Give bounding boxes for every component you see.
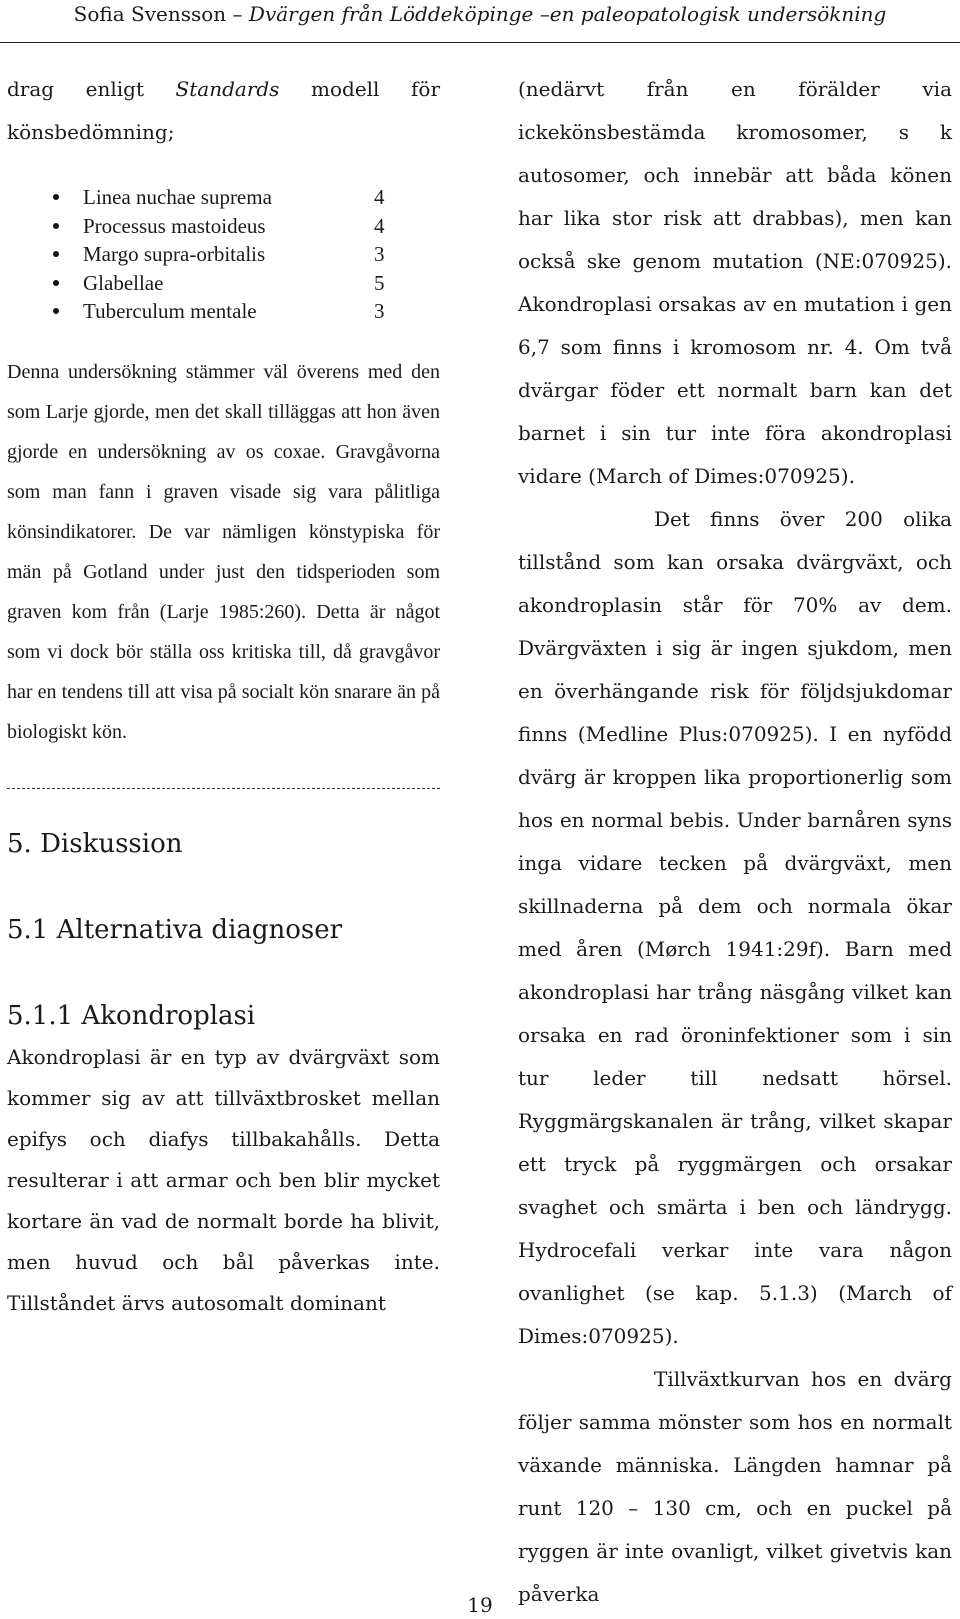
list-item: Glabellae 5	[7, 269, 440, 298]
bullet-icon	[53, 280, 59, 286]
growth-paragraph: Tillväxtkurvan hos en dvärg följer samma mönster som hos en normalt växande människa. Längden hamnar på runt 120 – 130 cm, och en puckel på ryggen är inte ovanligt, vilket givetvis kan påverka	[518, 1367, 952, 1606]
header-title: Dvärgen från Löddeköpinge –en paleopatologisk undersökning	[248, 2, 887, 26]
dwarfism-paragraph: Det finns över 200 olika tillstånd som kan orsaka dvärgväxt, och akondroplasin står för 70% av dem. Dvärgväxten i sig är ingen sjukdom, men en överhängande risk för följdsjukdomar finns (Medline Plus:070925). I en nyfödd dvärg är kroppen lika proportionerlig som hos en normal bebis. Under barnåren syns inga vidare tecken på dvärgväxt, men skillnaderna på dem och normala ökar med åren (Mørch 1941:29f). Barn med akondroplasi har trång näsgång vilket kan orsaka en rad öroninfektioner som i sin tur leder till nedsatt hörsel. Ryggmärgskanalen är trång, vilket skapar ett tryck på ryggmärgen och orsakar svaghet och smärta i ben och ländrygg. Hydrocefali verkar inte vara någon ovanlighet (se kap. 5.1.3) (March of Dimes:070925).	[518, 507, 952, 1348]
subsubsection-heading: 5.1.1 Akondroplasi	[7, 1000, 256, 1031]
bullet-icon	[53, 223, 59, 229]
running-header	[0, 2, 960, 26]
bullet-icon	[53, 251, 59, 257]
list-item: Processus mastoideus 4	[7, 212, 440, 241]
inheritance-paragraph: (nedärvt från en förälder via ickekönsbestämda kromosomer, s k autosomer, och innebär att båda könen har lika stor risk att drabbas), men kan också ske genom mutation (NE:070925). Akondroplasi orsakas av en mutation i gen 6,7 som finns i kromosom nr. 4. Om två dvärgar föder ett normalt barn kan det barnet i sin tur inte föra akondroplasi vidare (March of Dimes:070925).	[518, 77, 952, 488]
intro-paragraph: drag enligt Standards modell för könsbedömning;	[7, 77, 440, 144]
section-break-rule	[7, 788, 440, 789]
list-item: Margo supra-orbitalis 3	[7, 240, 440, 269]
section-heading: 5. Diskussion	[7, 828, 183, 859]
standards-italic: Standards	[175, 77, 280, 101]
bullet-icon	[53, 194, 59, 200]
comparison-paragraph: Denna undersökning stämmer väl överens med den som Larje gjorde, men det skall tilläggas att hon även gjorde en undersökning av os coxae. Gravgåvorna som man fann i graven visade sig vara pålitliga könsindikatorer. De var nämligen könstypiska för män på Gotland under just den tidsperioden som graven kom från (Larje 1985:260). Detta är något som vi dock bör ställa oss kritiska till, då gravgåvor har en tendens till att visa på socialt kön snarare än på biologiskt kön.	[7, 360, 440, 743]
right-column	[518, 68, 952, 1616]
header-rule	[0, 42, 960, 43]
list-item: Tuberculum mentale 3	[7, 297, 440, 326]
comparison-section	[7, 352, 440, 752]
page-number: 19	[467, 1593, 493, 1617]
header-author: Sofia Svensson –	[73, 2, 249, 26]
sex-indicator-list	[7, 183, 440, 326]
list-item: Linea nuchae suprema 4	[7, 183, 440, 212]
bullet-icon	[53, 308, 59, 314]
akondroplasi-paragraph: Akondroplasi är en typ av dvärgväxt som kommer sig av att tillväxtbrosket mellan epifys och diafys tillbakahålls. Detta resulterar i att armar och ben blir mycket kortare än vad de normalt borde ha blivit, men huvud och bål påverkas inte. Tillståndet ärvs autosomalt dominant	[7, 1044, 440, 1315]
subsection-heading: 5.1 Alternativa diagnoser	[7, 914, 343, 945]
left-column	[7, 68, 440, 1324]
